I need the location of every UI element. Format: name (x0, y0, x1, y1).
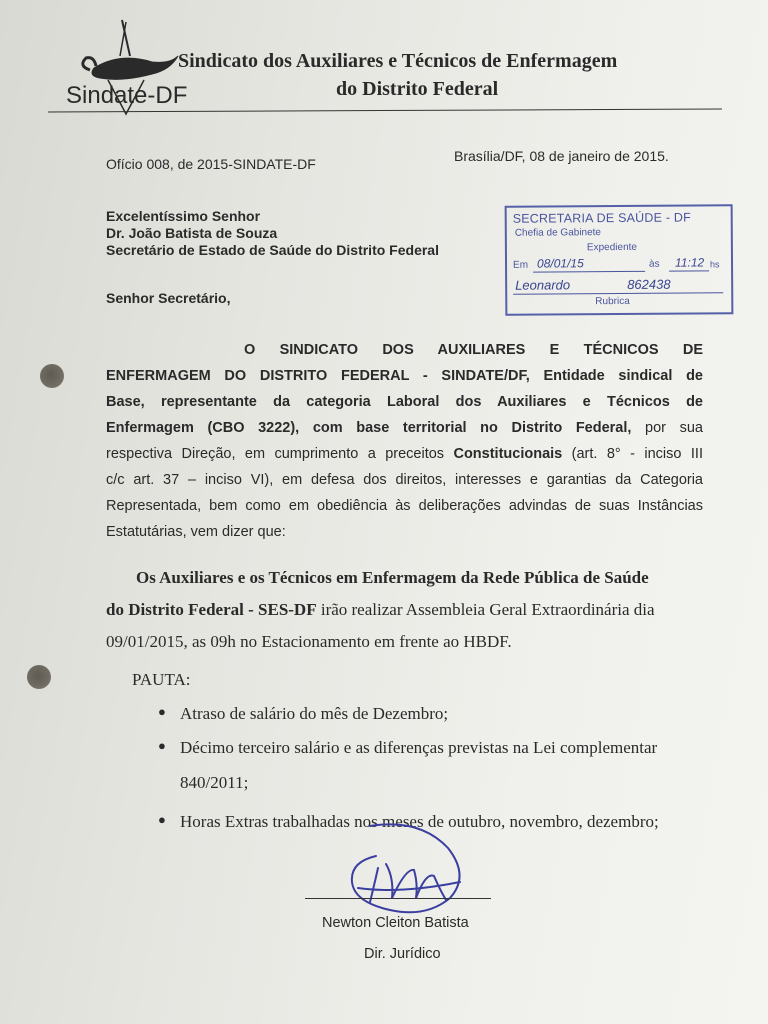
signer-name: Newton Cleiton Batista (322, 915, 469, 931)
addressee-position: Secretário de Estado de Saúde do Distrito Federal (106, 242, 439, 258)
stamp-registration: 862438 (627, 276, 671, 292)
announcement-line: Os Auxiliares e os Técnicos em Enfermagem da Rede Pública de Saúde (136, 568, 649, 587)
stamp-handwritten-name: Leonardo (515, 277, 571, 293)
body-bold-fragment: Enfermagem (CBO 3222), com base territorial no Distrito Federal, (106, 420, 632, 436)
body-line: c/c art. 37 – inciso VI), em defesa dos direitos, interesses e garantias da Categoria (106, 472, 703, 488)
stamp-as-label: às (648, 258, 660, 270)
body-line: Base, representante da categoria Laboral dos Auxiliares e Técnicos de (106, 394, 703, 410)
agenda-item-text: Horas Extras trabalhadas nos meses de outubro, novembro, dezembro; (180, 812, 659, 831)
body-fragment: por sua (631, 420, 703, 436)
logo-text: Sindate-DF (66, 82, 188, 109)
body-fragment: respectiva Direção, em cumprimento a preceitos (106, 446, 454, 462)
agenda-item (158, 738, 658, 758)
place-date: Brasília/DF, 08 de janeiro de 2015. (454, 148, 669, 164)
agenda-item-text: Atraso de salário do mês de Dezembro; (180, 704, 449, 723)
stamp-date-value: 08/01/15 (536, 256, 584, 271)
agenda-item-continuation: 840/2011; (180, 773, 249, 792)
receipt-stamp (505, 204, 734, 316)
signature-line (305, 898, 491, 899)
salutation: Senhor Secretário, (106, 290, 231, 306)
stamp-time-value: 11:12 (674, 255, 705, 270)
body-line (106, 415, 703, 441)
org-name-line1: Sindicato dos Auxiliares e Técnicos de Enfermagem (178, 50, 618, 72)
agenda-item (158, 704, 449, 724)
bullet-icon: ● (158, 812, 166, 827)
sindate-logo (60, 18, 190, 118)
handwritten-signature (330, 818, 490, 918)
body-bold-fragment: Constitucionais (453, 446, 563, 462)
addressee-block (106, 208, 439, 259)
stamp-section: Expediente (586, 241, 637, 254)
stamp-time-line (669, 270, 709, 271)
body-line: Representada, bem como em obediência às deliberações advindas de suas Instâncias (106, 498, 703, 514)
addressee-name: Dr. João Batista de Souza (106, 225, 278, 241)
body-line (106, 441, 703, 467)
body-paragraph (106, 337, 703, 545)
body-line: ENFERMAGEM DO DISTRITO FEDERAL - SINDATE/DF, Entidade sindical de (106, 368, 703, 384)
punch-hole (27, 665, 51, 689)
stamp-em-label: Em (512, 259, 529, 271)
announcement-paragraph (106, 562, 713, 658)
body-fragment: (art. 8° - inciso III (562, 446, 703, 462)
announcement-line: 09/01/2015, as 09h no Estacionamento em frente ao HBDF. (106, 632, 512, 651)
stamp-rubrica-label: Rubrica (595, 295, 630, 308)
signer-role: Dir. Jurídico (364, 946, 441, 962)
bullet-icon: ● (158, 704, 166, 719)
bullet-icon: ● (158, 738, 166, 753)
document-reference: Ofício 008, de 2015-SINDATE-DF (106, 156, 316, 172)
org-name-line2: do Distrito Federal (336, 78, 499, 100)
agenda-item-text: Décimo terceiro salário e as diferenças previstas na Lei complementar (180, 738, 658, 757)
addressee-title: Excelentíssimo Senhor (106, 208, 261, 224)
announcement-line (106, 594, 713, 626)
stamp-subtitle: Chefia de Gabinete (514, 227, 602, 239)
stamp-hs-label: hs (709, 259, 720, 270)
stamp-rubric-line (513, 292, 723, 294)
agenda-label: PAUTA: (132, 670, 191, 689)
announcement-fragment: irão realizar Assembleia Geral Extraordinária dia (316, 600, 655, 619)
announcement-bold-fragment: do Distrito Federal - SES-DF (106, 600, 317, 619)
punch-hole (40, 364, 64, 388)
stamp-date-line (533, 271, 645, 273)
body-line: Estatutárias, vem dizer que: (106, 524, 286, 540)
body-line: O SINDICATO DOS AUXILIARES E TÉCNICOS DE (244, 342, 703, 358)
stamp-title: SECRETARIA DE SAÚDE - DF (512, 210, 691, 226)
